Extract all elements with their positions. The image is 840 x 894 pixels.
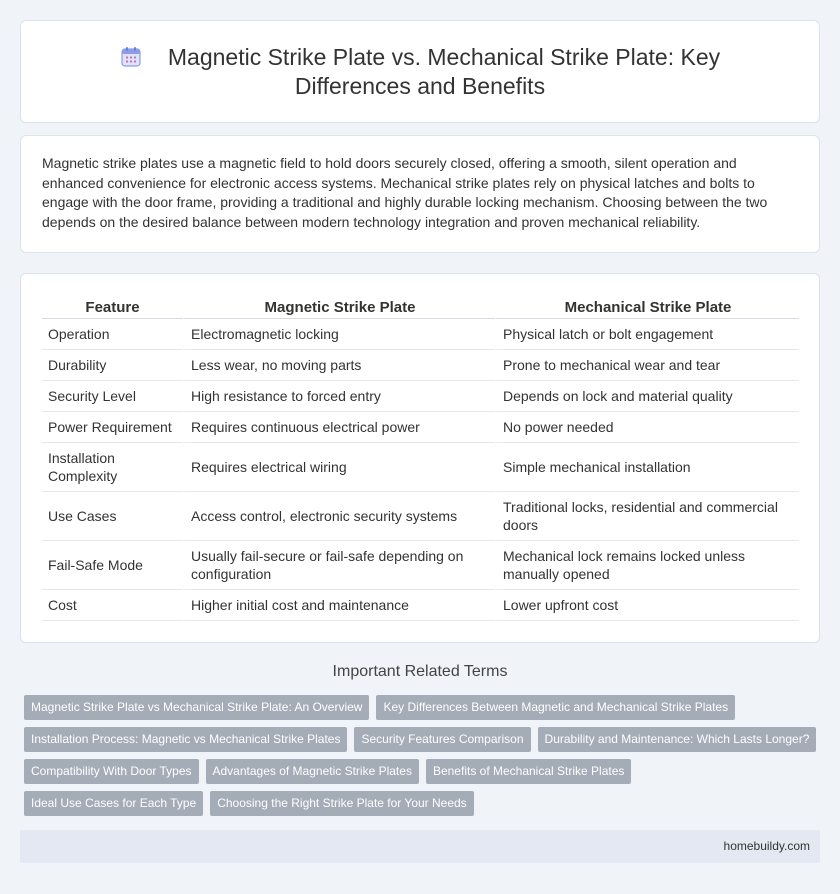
comparison-table	[42, 295, 799, 621]
table-cell: Mechanical lock remains locked unless manually opened	[495, 541, 799, 590]
table-row	[42, 590, 799, 621]
table-cell: Usually fail-secure or fail-safe depending on configuration	[183, 541, 495, 590]
related-term-tag[interactable]: Choosing the Right Strike Plate for Your Needs	[210, 791, 473, 816]
footer-bar	[20, 830, 820, 863]
related-term-tag[interactable]: Key Differences Between Magnetic and Mechanical Strike Plates	[376, 695, 735, 720]
related-terms-tags	[24, 695, 824, 823]
related-term-tag[interactable]: Compatibility With Door Types	[24, 759, 199, 784]
table-header-magnetic: Magnetic Strike Plate	[183, 295, 495, 319]
header-card	[20, 20, 820, 123]
intro-paragraph: Magnetic strike plates use a magnetic field to hold doors securely closed, offering a smooth, silent operation and enhanced convenience for electronic access systems. Mechanical strike plates rely on physical latches and bolts to engage with the door frame, providing a traditional and highly durable locking mechanism. Choosing between the two depends on the desired balance between modern technology integration and proven mechanical reliability.	[42, 155, 768, 230]
table-cell: Requires electrical wiring	[183, 443, 495, 492]
page-title	[61, 43, 779, 101]
table-cell: Simple mechanical installation	[495, 443, 799, 492]
table-cell: Durability	[42, 350, 183, 381]
table-row	[42, 412, 799, 443]
footer-site-link[interactable]: homebuildy.com	[723, 839, 810, 853]
related-term-tag[interactable]: Ideal Use Cases for Each Type	[24, 791, 203, 816]
table-cell: Less wear, no moving parts	[183, 350, 495, 381]
table-cell: Security Level	[42, 381, 183, 412]
table-cell: Lower upfront cost	[495, 590, 799, 621]
table-row	[42, 319, 799, 350]
table-cell: Higher initial cost and maintenance	[183, 590, 495, 621]
table-header-feature: Feature	[42, 295, 183, 319]
tag-row	[24, 695, 824, 720]
tag-row	[24, 791, 824, 816]
table-row	[42, 541, 799, 590]
table-row	[42, 492, 799, 541]
related-term-tag[interactable]: Magnetic Strike Plate vs Mechanical Strike Plate: An Overview	[24, 695, 369, 720]
table-cell: Physical latch or bolt engagement	[495, 319, 799, 350]
table-cell: Depends on lock and material quality	[495, 381, 799, 412]
page-title-text: Magnetic Strike Plate vs. Mechanical Strike Plate: Key Differences and Benefits	[167, 43, 721, 99]
tag-row	[24, 727, 824, 752]
table-cell: Fail-Safe Mode	[42, 541, 183, 590]
table-header-row	[42, 295, 799, 319]
table-cell: Installation Complexity	[42, 443, 183, 492]
table-row	[42, 350, 799, 381]
table-row	[42, 443, 799, 492]
related-term-tag[interactable]: Security Features Comparison	[354, 727, 530, 752]
table-row	[42, 381, 799, 412]
table-cell: Access control, electronic security systems	[183, 492, 495, 541]
table-cell: No power needed	[495, 412, 799, 443]
related-terms-title: Important Related Terms	[332, 663, 508, 680]
table-cell: Power Requirement	[42, 412, 183, 443]
calendar-icon	[120, 46, 142, 68]
table-header-mechanical: Mechanical Strike Plate	[495, 295, 799, 319]
table-cell: Use Cases	[42, 492, 183, 541]
intro-card	[20, 135, 820, 253]
related-term-tag[interactable]: Installation Process: Magnetic vs Mechanical Strike Plates	[24, 727, 347, 752]
table-cell: Cost	[42, 590, 183, 621]
tag-row	[24, 759, 824, 784]
table-cell: Requires continuous electrical power	[183, 412, 495, 443]
table-cell: High resistance to forced entry	[183, 381, 495, 412]
table-cell: Operation	[42, 319, 183, 350]
table-cell: Electromagnetic locking	[183, 319, 495, 350]
related-term-tag[interactable]: Advantages of Magnetic Strike Plates	[206, 759, 419, 784]
comparison-table-card	[20, 273, 820, 643]
related-term-tag[interactable]: Durability and Maintenance: Which Lasts Longer?	[538, 727, 817, 752]
related-term-tag[interactable]: Benefits of Mechanical Strike Plates	[426, 759, 631, 784]
table-cell: Traditional locks, residential and commercial doors	[495, 492, 799, 541]
title-wrap	[21, 21, 819, 122]
table-cell: Prone to mechanical wear and tear	[495, 350, 799, 381]
